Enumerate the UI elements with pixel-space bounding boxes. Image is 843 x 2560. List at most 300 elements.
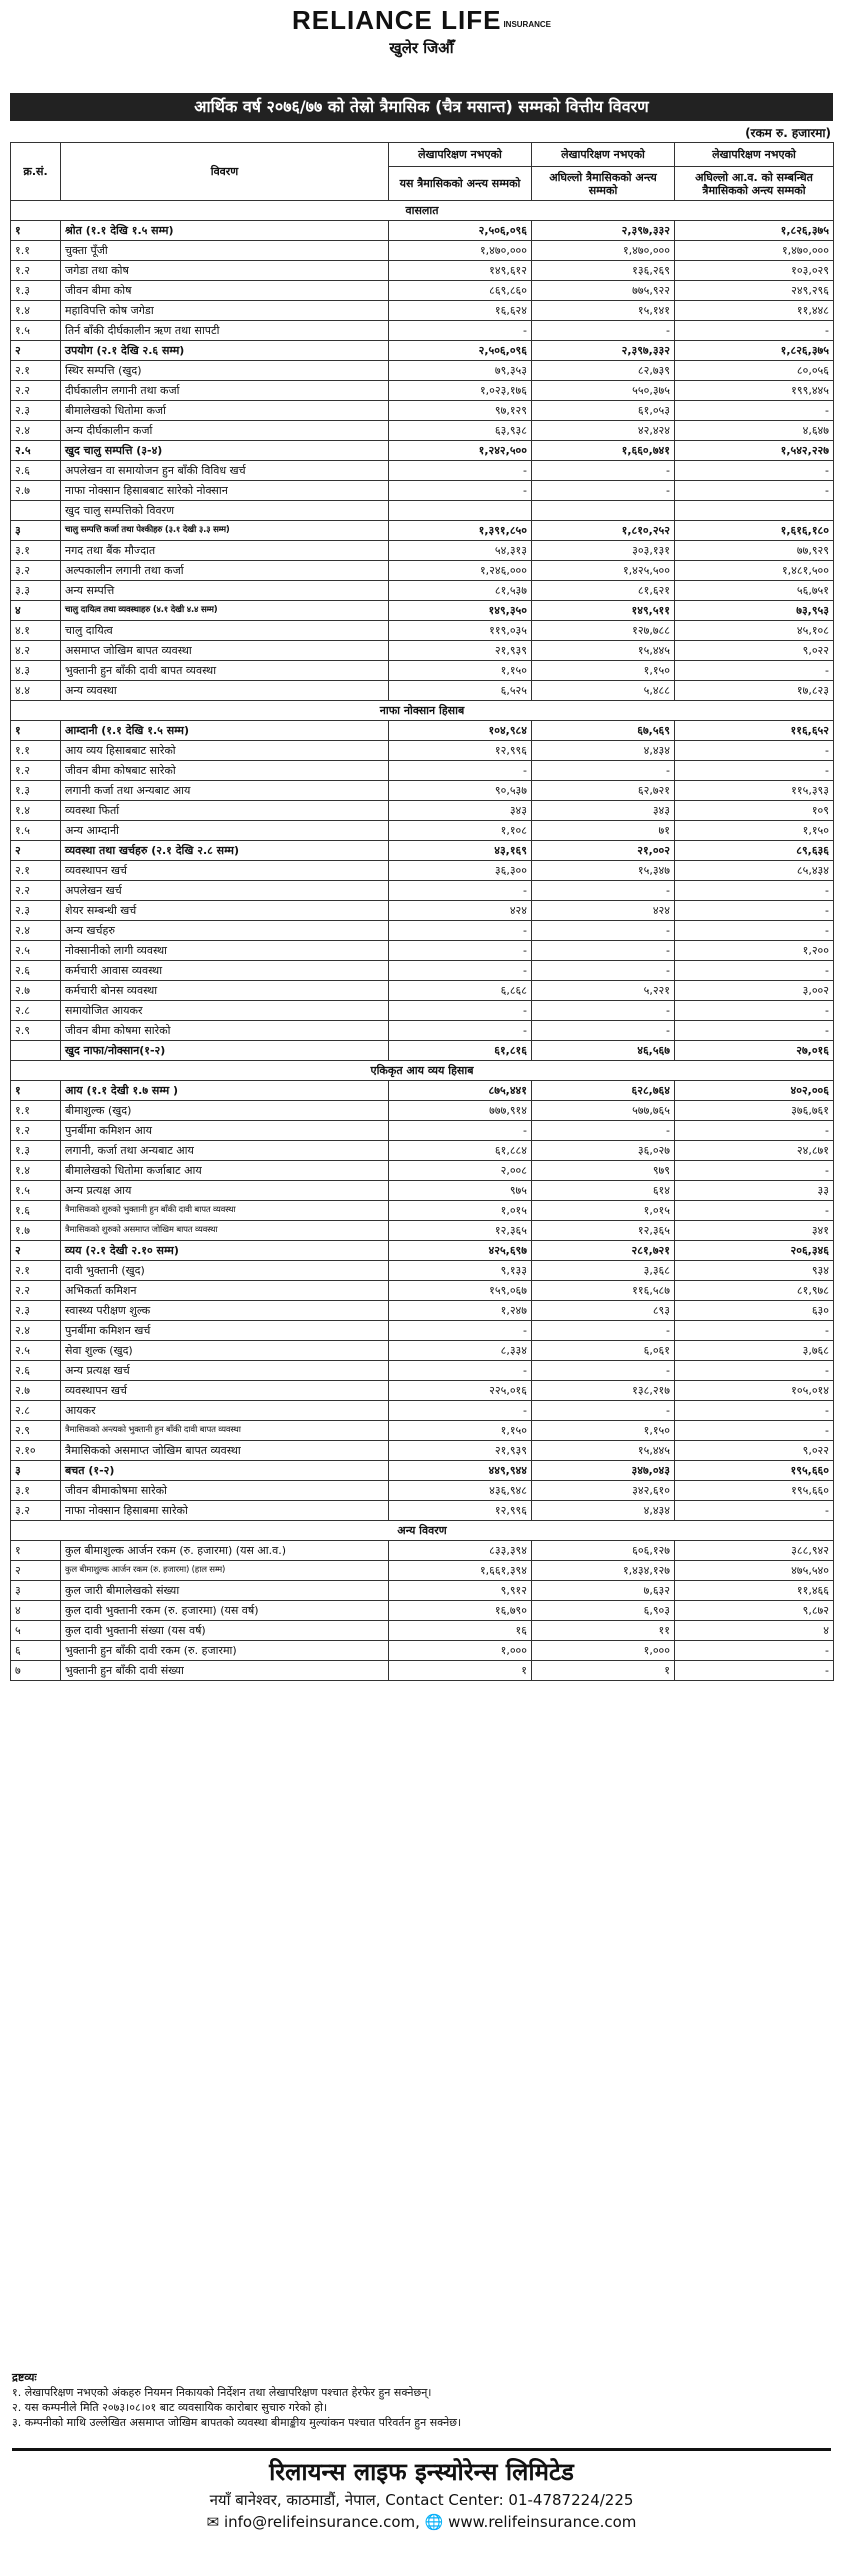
value-current-quarter: ८१,५३७ bbox=[389, 581, 532, 601]
brand-tagline: खुलेर जिऔँ bbox=[389, 39, 454, 57]
row-serial: ३ bbox=[11, 521, 61, 541]
value-previous-quarter: ३६,०२७ bbox=[532, 1141, 675, 1161]
value-current-quarter: १,०१५ bbox=[389, 1201, 532, 1221]
table-row bbox=[11, 1121, 834, 1141]
value-current-quarter: ८३३,३९४ bbox=[389, 1541, 532, 1561]
value-last-year-quarter: - bbox=[675, 661, 834, 681]
row-serial bbox=[11, 501, 61, 521]
row-serial: ३.२ bbox=[11, 561, 61, 581]
row-description: कर्मचारी आवास व्यवस्था bbox=[61, 961, 389, 981]
value-current-quarter: ५४,३१३ bbox=[389, 541, 532, 561]
row-description: आय व्यय हिसाबबाट सारेको bbox=[61, 741, 389, 761]
value-current-quarter: - bbox=[389, 1121, 532, 1141]
value-last-year-quarter: ६३० bbox=[675, 1301, 834, 1321]
value-current-quarter: ९०,५३७ bbox=[389, 781, 532, 801]
value-current-quarter: ८,३३४ bbox=[389, 1341, 532, 1361]
row-description: व्यवस्था फिर्ता bbox=[61, 801, 389, 821]
value-last-year-quarter: १९५,६६० bbox=[675, 1461, 834, 1481]
row-description: खुद नाफा/नोक्सान(१-२) bbox=[61, 1041, 389, 1061]
value-current-quarter: १२,३६५ bbox=[389, 1221, 532, 1241]
value-last-year-quarter: २४९,२९६ bbox=[675, 281, 834, 301]
value-current-quarter: ७९,३५३ bbox=[389, 361, 532, 381]
table-row bbox=[11, 221, 834, 241]
value-previous-quarter: - bbox=[532, 761, 675, 781]
value-previous-quarter: १,१५० bbox=[532, 1421, 675, 1441]
row-description: आम्दानी (१.१ देखि १.५ सम्म) bbox=[61, 721, 389, 741]
table-row bbox=[11, 1321, 834, 1341]
table-row bbox=[11, 1581, 834, 1601]
row-description: शेयर सम्बन्धी खर्च bbox=[61, 901, 389, 921]
value-previous-quarter: ६,९०३ bbox=[532, 1601, 675, 1621]
table-row bbox=[11, 1481, 834, 1501]
value-previous-quarter: १,४२५,५०० bbox=[532, 561, 675, 581]
table-row bbox=[11, 301, 834, 321]
table-row bbox=[11, 421, 834, 441]
row-description: बचत (१-२) bbox=[61, 1461, 389, 1481]
value-previous-quarter bbox=[532, 501, 675, 521]
row-serial: १.५ bbox=[11, 321, 61, 341]
row-serial: २.४ bbox=[11, 421, 61, 441]
table-row bbox=[11, 661, 834, 681]
value-last-year-quarter: १,१५० bbox=[675, 821, 834, 841]
row-description: समायोजित आयकर bbox=[61, 1001, 389, 1021]
value-previous-quarter: १२,३६५ bbox=[532, 1221, 675, 1241]
value-current-quarter: १,२४७ bbox=[389, 1301, 532, 1321]
col-header-audit-2: लेखापरिक्षण नभएको bbox=[532, 143, 675, 167]
row-description: दीर्घकालीन लगानी तथा कर्जा bbox=[61, 381, 389, 401]
row-description: अपलेखन वा समायोजन हुन बाँकी विविध खर्च bbox=[61, 461, 389, 481]
value-current-quarter: ९,९१२ bbox=[389, 1581, 532, 1601]
table-row bbox=[11, 521, 834, 541]
value-previous-quarter: १५,४४५ bbox=[532, 641, 675, 661]
table-row bbox=[11, 541, 834, 561]
row-serial: २ bbox=[11, 1241, 61, 1261]
footer-company-name: रिलायन्स लाइफ इन्स्योरेन्स लिमिटेड bbox=[269, 2458, 574, 2486]
table-row bbox=[11, 821, 834, 841]
table-row bbox=[11, 1341, 834, 1361]
row-serial: १ bbox=[11, 1541, 61, 1561]
value-previous-quarter: १४९,५११ bbox=[532, 601, 675, 621]
value-current-quarter: ४३,१६९ bbox=[389, 841, 532, 861]
table-row bbox=[11, 681, 834, 701]
row-serial: १.१ bbox=[11, 241, 61, 261]
value-last-year-quarter: ८०,०५६ bbox=[675, 361, 834, 381]
col-header-current-quarter: यस त्रैमासिकको अन्त्य सम्मको bbox=[389, 167, 532, 201]
row-serial: ३.१ bbox=[11, 1481, 61, 1501]
value-previous-quarter: ५७७,७६५ bbox=[532, 1101, 675, 1121]
row-description: चालु सम्पत्ति कर्जा तथा पेश्कीहरु (३.१ देखी ३.३ सम्म) bbox=[61, 521, 389, 541]
row-description: नगद तथा बैंक मौज्दात bbox=[61, 541, 389, 561]
row-serial: २.७ bbox=[11, 981, 61, 1001]
row-serial: १.४ bbox=[11, 301, 61, 321]
table-row bbox=[11, 1141, 834, 1161]
note-item: १. लेखापरिक्षण नभएको अंकहरु नियमन निकायको निर्देशन तथा लेखापरिक्षण पश्चात हेरफेर हुन सक्नेछन्। bbox=[12, 2386, 432, 2399]
value-previous-quarter: ३,३६८ bbox=[532, 1261, 675, 1281]
row-description: नोक्सानीको लागी व्यवस्था bbox=[61, 941, 389, 961]
value-previous-quarter: - bbox=[532, 921, 675, 941]
value-current-quarter: १२,९९६ bbox=[389, 741, 532, 761]
value-last-year-quarter: - bbox=[675, 1641, 834, 1661]
value-current-quarter: ६१,८८४ bbox=[389, 1141, 532, 1161]
value-current-quarter: ४२४ bbox=[389, 901, 532, 921]
row-serial: १.२ bbox=[11, 1121, 61, 1141]
value-last-year-quarter bbox=[675, 501, 834, 521]
table-row bbox=[11, 581, 834, 601]
value-last-year-quarter: ३,००२ bbox=[675, 981, 834, 1001]
row-description: पुनर्बीमा कमिशन खर्च bbox=[61, 1321, 389, 1341]
note-item: २. यस कम्पनीले मिति २०७३।०८।०१ बाट व्यवसायिक कारोबार सुचारु गरेको हो। bbox=[12, 2401, 328, 2414]
row-serial: २.२ bbox=[11, 1281, 61, 1301]
row-serial: ४.२ bbox=[11, 641, 61, 661]
row-serial: २.१ bbox=[11, 861, 61, 881]
value-previous-quarter: १,१५० bbox=[532, 661, 675, 681]
row-serial: २.५ bbox=[11, 1341, 61, 1361]
table-body bbox=[11, 201, 834, 1681]
value-current-quarter: १,२४६,००० bbox=[389, 561, 532, 581]
row-serial: २.३ bbox=[11, 401, 61, 421]
value-last-year-quarter: ८५,४३४ bbox=[675, 861, 834, 881]
value-previous-quarter: १,४७०,००० bbox=[532, 241, 675, 261]
table-row bbox=[11, 941, 834, 961]
value-current-quarter: - bbox=[389, 1321, 532, 1341]
row-description: खुद चालु सम्पत्तिको विवरण bbox=[61, 501, 389, 521]
value-previous-quarter: ११६,५८७ bbox=[532, 1281, 675, 1301]
row-description: कुल जारी बीमालेखको संख्या bbox=[61, 1581, 389, 1601]
row-serial: २.१० bbox=[11, 1441, 61, 1461]
value-previous-quarter: १,८१०,२५२ bbox=[532, 521, 675, 541]
row-serial: १ bbox=[11, 1081, 61, 1101]
row-serial: २.९ bbox=[11, 1021, 61, 1041]
value-previous-quarter: - bbox=[532, 1001, 675, 1021]
row-serial: १.३ bbox=[11, 1141, 61, 1161]
row-description: अन्य खर्चहरु bbox=[61, 921, 389, 941]
row-serial: २.८ bbox=[11, 1001, 61, 1021]
row-serial: २.१ bbox=[11, 361, 61, 381]
row-description: कुल दावी भुक्तानी रकम (रु. हजारमा) (यस वर्ष) bbox=[61, 1601, 389, 1621]
row-serial: ४ bbox=[11, 1601, 61, 1621]
table-row bbox=[11, 1401, 834, 1421]
row-description: त्रैमासिकको शुरुको भुक्तानी हुन बाँकी दावी बापत व्यवस्था bbox=[61, 1201, 389, 1221]
value-current-quarter: ४४९,९४४ bbox=[389, 1461, 532, 1481]
row-serial: १ bbox=[11, 221, 61, 241]
row-description: जीवन बीमा कोष bbox=[61, 281, 389, 301]
table-row bbox=[11, 1261, 834, 1281]
notes-heading: द्रष्टव्यः bbox=[12, 2371, 37, 2384]
row-serial: १.२ bbox=[11, 761, 61, 781]
value-last-year-quarter: - bbox=[675, 321, 834, 341]
table-row bbox=[11, 761, 834, 781]
row-serial: ३.१ bbox=[11, 541, 61, 561]
row-serial: १.४ bbox=[11, 801, 61, 821]
table-row bbox=[11, 1421, 834, 1441]
value-previous-quarter: - bbox=[532, 321, 675, 341]
value-last-year-quarter: - bbox=[675, 1161, 834, 1181]
company-logo bbox=[0, 0, 843, 56]
value-last-year-quarter: - bbox=[675, 481, 834, 501]
row-description: व्यवस्थापन खर्च bbox=[61, 861, 389, 881]
row-serial: ३ bbox=[11, 1581, 61, 1601]
table-row bbox=[11, 621, 834, 641]
value-last-year-quarter: ३८८,९४२ bbox=[675, 1541, 834, 1561]
row-serial: ४.१ bbox=[11, 621, 61, 641]
row-serial: २.१ bbox=[11, 1261, 61, 1281]
value-previous-quarter: - bbox=[532, 461, 675, 481]
value-last-year-quarter: - bbox=[675, 1421, 834, 1441]
table-row bbox=[11, 1381, 834, 1401]
value-last-year-quarter: ७७,९२९ bbox=[675, 541, 834, 561]
row-serial: २.२ bbox=[11, 381, 61, 401]
value-current-quarter: १४९,३५० bbox=[389, 601, 532, 621]
table-row bbox=[11, 1181, 834, 1201]
table-row bbox=[11, 321, 834, 341]
value-current-quarter: ३४३ bbox=[389, 801, 532, 821]
value-last-year-quarter: ८१,९७८ bbox=[675, 1281, 834, 1301]
value-current-quarter: - bbox=[389, 321, 532, 341]
row-serial: ४.३ bbox=[11, 661, 61, 681]
table-row bbox=[11, 801, 834, 821]
value-previous-quarter: ८२,७३९ bbox=[532, 361, 675, 381]
value-previous-quarter: १५,१४१ bbox=[532, 301, 675, 321]
value-current-quarter: १६ bbox=[389, 1621, 532, 1641]
table-row bbox=[11, 1101, 834, 1121]
table-row bbox=[11, 1001, 834, 1021]
row-description: सेवा शुल्क (खुद) bbox=[61, 1341, 389, 1361]
value-previous-quarter: १,४३४,१२७ bbox=[532, 1561, 675, 1581]
table-row bbox=[11, 1221, 834, 1241]
table-row bbox=[11, 1161, 834, 1181]
value-previous-quarter: ५,४८८ bbox=[532, 681, 675, 701]
row-serial: १.५ bbox=[11, 1181, 61, 1201]
section-header-row bbox=[11, 1061, 834, 1081]
row-serial: २.६ bbox=[11, 1361, 61, 1381]
row-description: अन्य आम्दानी bbox=[61, 821, 389, 841]
row-description: दावी भुक्तानी (खुद) bbox=[61, 1261, 389, 1281]
value-current-quarter: ११९,०३५ bbox=[389, 621, 532, 641]
footer-address: नयाँ बानेश्वर, काठमाडौं, नेपाल, Contact Center: 01-4787224/225 bbox=[209, 2491, 634, 2509]
value-current-quarter: - bbox=[389, 1361, 532, 1381]
value-last-year-quarter: १०९ bbox=[675, 801, 834, 821]
value-previous-quarter: १५,३४७ bbox=[532, 861, 675, 881]
value-current-quarter: - bbox=[389, 481, 532, 501]
row-serial: ४ bbox=[11, 601, 61, 621]
row-description: त्रैमासिकको असमाप्त जोखिम बापत व्यवस्था bbox=[61, 1441, 389, 1461]
row-serial: १.७ bbox=[11, 1221, 61, 1241]
table-row bbox=[11, 921, 834, 941]
value-previous-quarter: १५,४४५ bbox=[532, 1441, 675, 1461]
value-last-year-quarter: १९५,६६० bbox=[675, 1481, 834, 1501]
row-description: अन्य सम्पत्ति bbox=[61, 581, 389, 601]
value-last-year-quarter: ११,४४८ bbox=[675, 301, 834, 321]
value-current-quarter: ६,८६८ bbox=[389, 981, 532, 1001]
table-row bbox=[11, 561, 834, 581]
value-last-year-quarter: १,२०० bbox=[675, 941, 834, 961]
table-row bbox=[11, 961, 834, 981]
value-last-year-quarter: ४,६४७ bbox=[675, 421, 834, 441]
row-description: जीवन बीमा कोषमा सारेको bbox=[61, 1021, 389, 1041]
value-previous-quarter: - bbox=[532, 481, 675, 501]
statement-title: आर्थिक वर्ष २०७६/७७ को तेस्रो त्रैमासिक (चैत्र मसान्त) सम्मको वित्तीय विवरण bbox=[10, 93, 833, 121]
value-last-year-quarter: ९३४ bbox=[675, 1261, 834, 1281]
value-last-year-quarter: १७,८२३ bbox=[675, 681, 834, 701]
row-serial: ६ bbox=[11, 1641, 61, 1661]
row-description: आयकर bbox=[61, 1401, 389, 1421]
row-serial: १.३ bbox=[11, 281, 61, 301]
section-title: एकिकृत आय व्यय हिसाब bbox=[11, 1061, 834, 1081]
value-last-year-quarter: १,६१६,१८० bbox=[675, 521, 834, 541]
table-row bbox=[11, 601, 834, 621]
table-row bbox=[11, 361, 834, 381]
value-last-year-quarter: - bbox=[675, 1321, 834, 1341]
notes-section bbox=[12, 2370, 832, 2430]
value-current-quarter: - bbox=[389, 1401, 532, 1421]
value-previous-quarter: २,३९७,३३२ bbox=[532, 221, 675, 241]
value-current-quarter: १,१५० bbox=[389, 661, 532, 681]
table-row bbox=[11, 1601, 834, 1621]
section-header-row bbox=[11, 701, 834, 721]
table-row bbox=[11, 981, 834, 1001]
row-description: चालु दायित्व तथा व्यवस्थाहरु (४.१ देखी ४.४ सम्म) bbox=[61, 601, 389, 621]
row-serial: ३ bbox=[11, 1461, 61, 1481]
value-last-year-quarter: ९,०२२ bbox=[675, 1441, 834, 1461]
value-previous-quarter: - bbox=[532, 1321, 675, 1341]
value-last-year-quarter: ३,७६८ bbox=[675, 1341, 834, 1361]
row-serial: २.९ bbox=[11, 1421, 61, 1441]
row-description: पुनर्बीमा कमिशन आय bbox=[61, 1121, 389, 1141]
table-row bbox=[11, 1281, 834, 1301]
footer-website-link[interactable]: 🌐 www.relifeinsurance.com bbox=[424, 2513, 637, 2531]
row-serial: २ bbox=[11, 1561, 61, 1581]
row-description: भुक्तानी हुन बाँकी दावी रकम (रु. हजारमा) bbox=[61, 1641, 389, 1661]
value-previous-quarter: ११ bbox=[532, 1621, 675, 1641]
table-row bbox=[11, 381, 834, 401]
value-previous-quarter: १,६६०,७४१ bbox=[532, 441, 675, 461]
value-last-year-quarter: - bbox=[675, 1361, 834, 1381]
unit-note: (रकम रु. हजारमा) bbox=[745, 126, 831, 140]
value-current-quarter: १२,९९६ bbox=[389, 1501, 532, 1521]
value-previous-quarter: - bbox=[532, 1401, 675, 1421]
row-description: व्यवस्थापन खर्च bbox=[61, 1381, 389, 1401]
row-description: अपलेखन खर्च bbox=[61, 881, 389, 901]
value-previous-quarter: ५,२२१ bbox=[532, 981, 675, 1001]
value-current-quarter: - bbox=[389, 941, 532, 961]
value-last-year-quarter: ८९,६३६ bbox=[675, 841, 834, 861]
value-previous-quarter: ४,४३४ bbox=[532, 1501, 675, 1521]
row-description: कुल बीमाशुल्क आर्जन रकम (रु. हजारमा) (हाल सम्म) bbox=[61, 1561, 389, 1581]
row-serial: २.२ bbox=[11, 881, 61, 901]
value-last-year-quarter: - bbox=[675, 901, 834, 921]
value-last-year-quarter: ४ bbox=[675, 1621, 834, 1641]
col-header-last-year-quarter: अघिल्लो आ.व. को सम्बन्धित त्रैमासिकको अन्त्य सम्मको bbox=[675, 167, 834, 201]
value-current-quarter: ८६९,८६० bbox=[389, 281, 532, 301]
row-serial: १.६ bbox=[11, 1201, 61, 1221]
value-current-quarter: १,३९१,८५० bbox=[389, 521, 532, 541]
value-previous-quarter: ८१,६२१ bbox=[532, 581, 675, 601]
value-current-quarter: २१,९३९ bbox=[389, 1441, 532, 1461]
col-header-description: विवरण bbox=[61, 143, 389, 201]
value-current-quarter: - bbox=[389, 921, 532, 941]
row-serial: १.५ bbox=[11, 821, 61, 841]
row-serial: १.१ bbox=[11, 741, 61, 761]
row-description: नाफा नोक्सान हिसाबमा सारेको bbox=[61, 1501, 389, 1521]
value-current-quarter: १,६६१,३९४ bbox=[389, 1561, 532, 1581]
table-row bbox=[11, 1661, 834, 1681]
row-serial: २.८ bbox=[11, 1401, 61, 1421]
value-current-quarter: १०४,९८४ bbox=[389, 721, 532, 741]
section-title: नाफा नोक्सान हिसाब bbox=[11, 701, 834, 721]
row-description: उपयोग (२.१ देखि २.६ सम्म) bbox=[61, 341, 389, 361]
value-last-year-quarter: १०५,०१४ bbox=[675, 1381, 834, 1401]
value-previous-quarter: ४६,५६७ bbox=[532, 1041, 675, 1061]
value-last-year-quarter: - bbox=[675, 1501, 834, 1521]
col-header-audit-1: लेखापरिक्षण नभएको bbox=[389, 143, 532, 167]
value-last-year-quarter: ११५,३९३ bbox=[675, 781, 834, 801]
section-title: अन्य विवरण bbox=[11, 1521, 834, 1541]
value-previous-quarter: ४२,४२४ bbox=[532, 421, 675, 441]
table-row bbox=[11, 861, 834, 881]
value-last-year-quarter: ४०२,००६ bbox=[675, 1081, 834, 1101]
row-serial: १ bbox=[11, 721, 61, 741]
value-last-year-quarter: - bbox=[675, 1401, 834, 1421]
value-last-year-quarter: - bbox=[675, 761, 834, 781]
value-current-quarter: ९७,१२९ bbox=[389, 401, 532, 421]
value-last-year-quarter: २४,८७१ bbox=[675, 1141, 834, 1161]
row-description: भुक्तानी हुन बाँकी दावी संख्या bbox=[61, 1661, 389, 1681]
row-serial: २.५ bbox=[11, 441, 61, 461]
value-last-year-quarter: - bbox=[675, 1661, 834, 1681]
value-last-year-quarter: ११६,६५२ bbox=[675, 721, 834, 741]
value-current-quarter: ३६,३०० bbox=[389, 861, 532, 881]
value-current-quarter: ८७५,४४१ bbox=[389, 1081, 532, 1101]
value-previous-quarter: ६,०६१ bbox=[532, 1341, 675, 1361]
row-serial: २.७ bbox=[11, 1381, 61, 1401]
table-row bbox=[11, 341, 834, 361]
value-current-quarter: - bbox=[389, 761, 532, 781]
value-previous-quarter: ६२८,७६४ bbox=[532, 1081, 675, 1101]
value-last-year-quarter: ९,०२२ bbox=[675, 641, 834, 661]
table-row bbox=[11, 641, 834, 661]
value-previous-quarter: - bbox=[532, 1021, 675, 1041]
value-current-quarter: १ bbox=[389, 1661, 532, 1681]
row-description: कर्मचारी बोनस व्यवस्था bbox=[61, 981, 389, 1001]
value-last-year-quarter: ५६,७५१ bbox=[675, 581, 834, 601]
value-current-quarter: १,१५० bbox=[389, 1421, 532, 1441]
value-previous-quarter: २८१,७२१ bbox=[532, 1241, 675, 1261]
value-last-year-quarter: १,८२६,३७५ bbox=[675, 341, 834, 361]
row-serial: १.३ bbox=[11, 781, 61, 801]
value-previous-quarter: - bbox=[532, 881, 675, 901]
value-current-quarter: १५९,०६७ bbox=[389, 1281, 532, 1301]
value-current-quarter: २,५०६,०९६ bbox=[389, 221, 532, 241]
value-last-year-quarter: ९,८७२ bbox=[675, 1601, 834, 1621]
value-previous-quarter: ३४३ bbox=[532, 801, 675, 821]
value-last-year-quarter: - bbox=[675, 881, 834, 901]
footer-email-link[interactable]: ✉ info@relifeinsurance.com bbox=[206, 2513, 416, 2531]
col-header-audit-3: लेखापरिक्षण नभएको bbox=[675, 143, 834, 167]
row-serial: १.४ bbox=[11, 1161, 61, 1181]
row-description: कुल बीमाशुल्क आर्जन रकम (रु. हजारमा) (यस आ.व.) bbox=[61, 1541, 389, 1561]
value-previous-quarter: १,००० bbox=[532, 1641, 675, 1661]
value-previous-quarter: - bbox=[532, 1361, 675, 1381]
value-current-quarter: ६,५२५ bbox=[389, 681, 532, 701]
row-serial: १.२ bbox=[11, 261, 61, 281]
table-row bbox=[11, 721, 834, 741]
row-description: महाविपत्ति कोष जगेडा bbox=[61, 301, 389, 321]
value-previous-quarter: १,०१५ bbox=[532, 1201, 675, 1221]
row-serial: २.३ bbox=[11, 901, 61, 921]
value-previous-quarter: ६७,५६९ bbox=[532, 721, 675, 741]
value-last-year-quarter: - bbox=[675, 1201, 834, 1221]
value-last-year-quarter: ३४१ bbox=[675, 1221, 834, 1241]
